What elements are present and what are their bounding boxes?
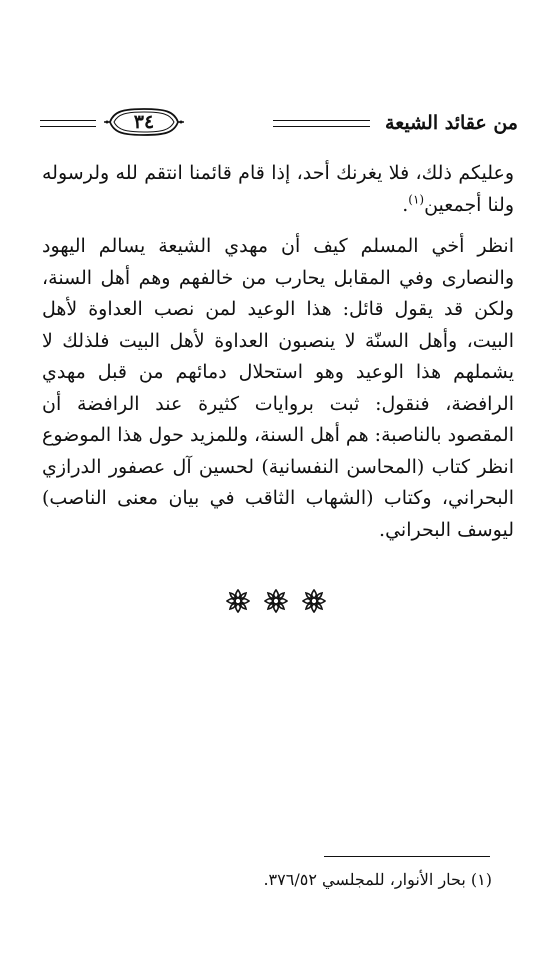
flower-ornament-icon <box>264 589 288 613</box>
main-text <box>42 158 514 546</box>
footnote-marker: (١) <box>408 192 425 207</box>
section-ornament <box>226 588 326 614</box>
paragraph-1-end: . <box>402 193 409 216</box>
header-rule-left <box>40 120 96 127</box>
paragraph-1 <box>42 158 514 221</box>
footnote-separator <box>324 856 490 857</box>
flower-ornament-icon <box>302 589 326 613</box>
flower-ornament-icon <box>226 589 250 613</box>
footnote: (١) بحار الأنوار، للمجلسي ٣٧٦/٥٢. <box>263 870 492 889</box>
paragraph-1-text: وعليكم ذلك، فلا يغرنك أحد، إذا قام قائمنا انتقم لله ولرسوله ولنا أجمعين <box>42 162 514 216</box>
page-header <box>40 104 518 144</box>
running-title: من عقائد الشيعة <box>385 112 518 134</box>
paragraph-2: انظر أخي المسلم كيف أن مهدي الشيعة يسالم اليهود والنصارى وفي المقابل يحارب من خالفهم وهم أهل السنة، ولكن قد يقول قائل: هذا الوعيد لمن نصب العداوة لأهل البيت، وأهل السنّة لا ينصبون العداوة لأهل البيت فلذلك لا يشملهم هذا الوعيد وهو استحلال دمائهم من قبل مهدي الرافضة، فنقول: ثبت بروايات كثيرة عند الرافضة أن المقصود بالناصبة: هم أهل السنة، وللمزيد حول هذا الموضوع انظر كتاب (المحاسن النفسانية) لحسين آل عصفور الدرازي البحراني، وكتاب (الشهاب الثاقب في بيان معنى الناصب) ليوسف البحراني. <box>42 235 514 541</box>
page-number-badge <box>104 107 184 137</box>
page-number: ٣٤ <box>133 111 155 133</box>
header-rule-right <box>273 120 370 127</box>
